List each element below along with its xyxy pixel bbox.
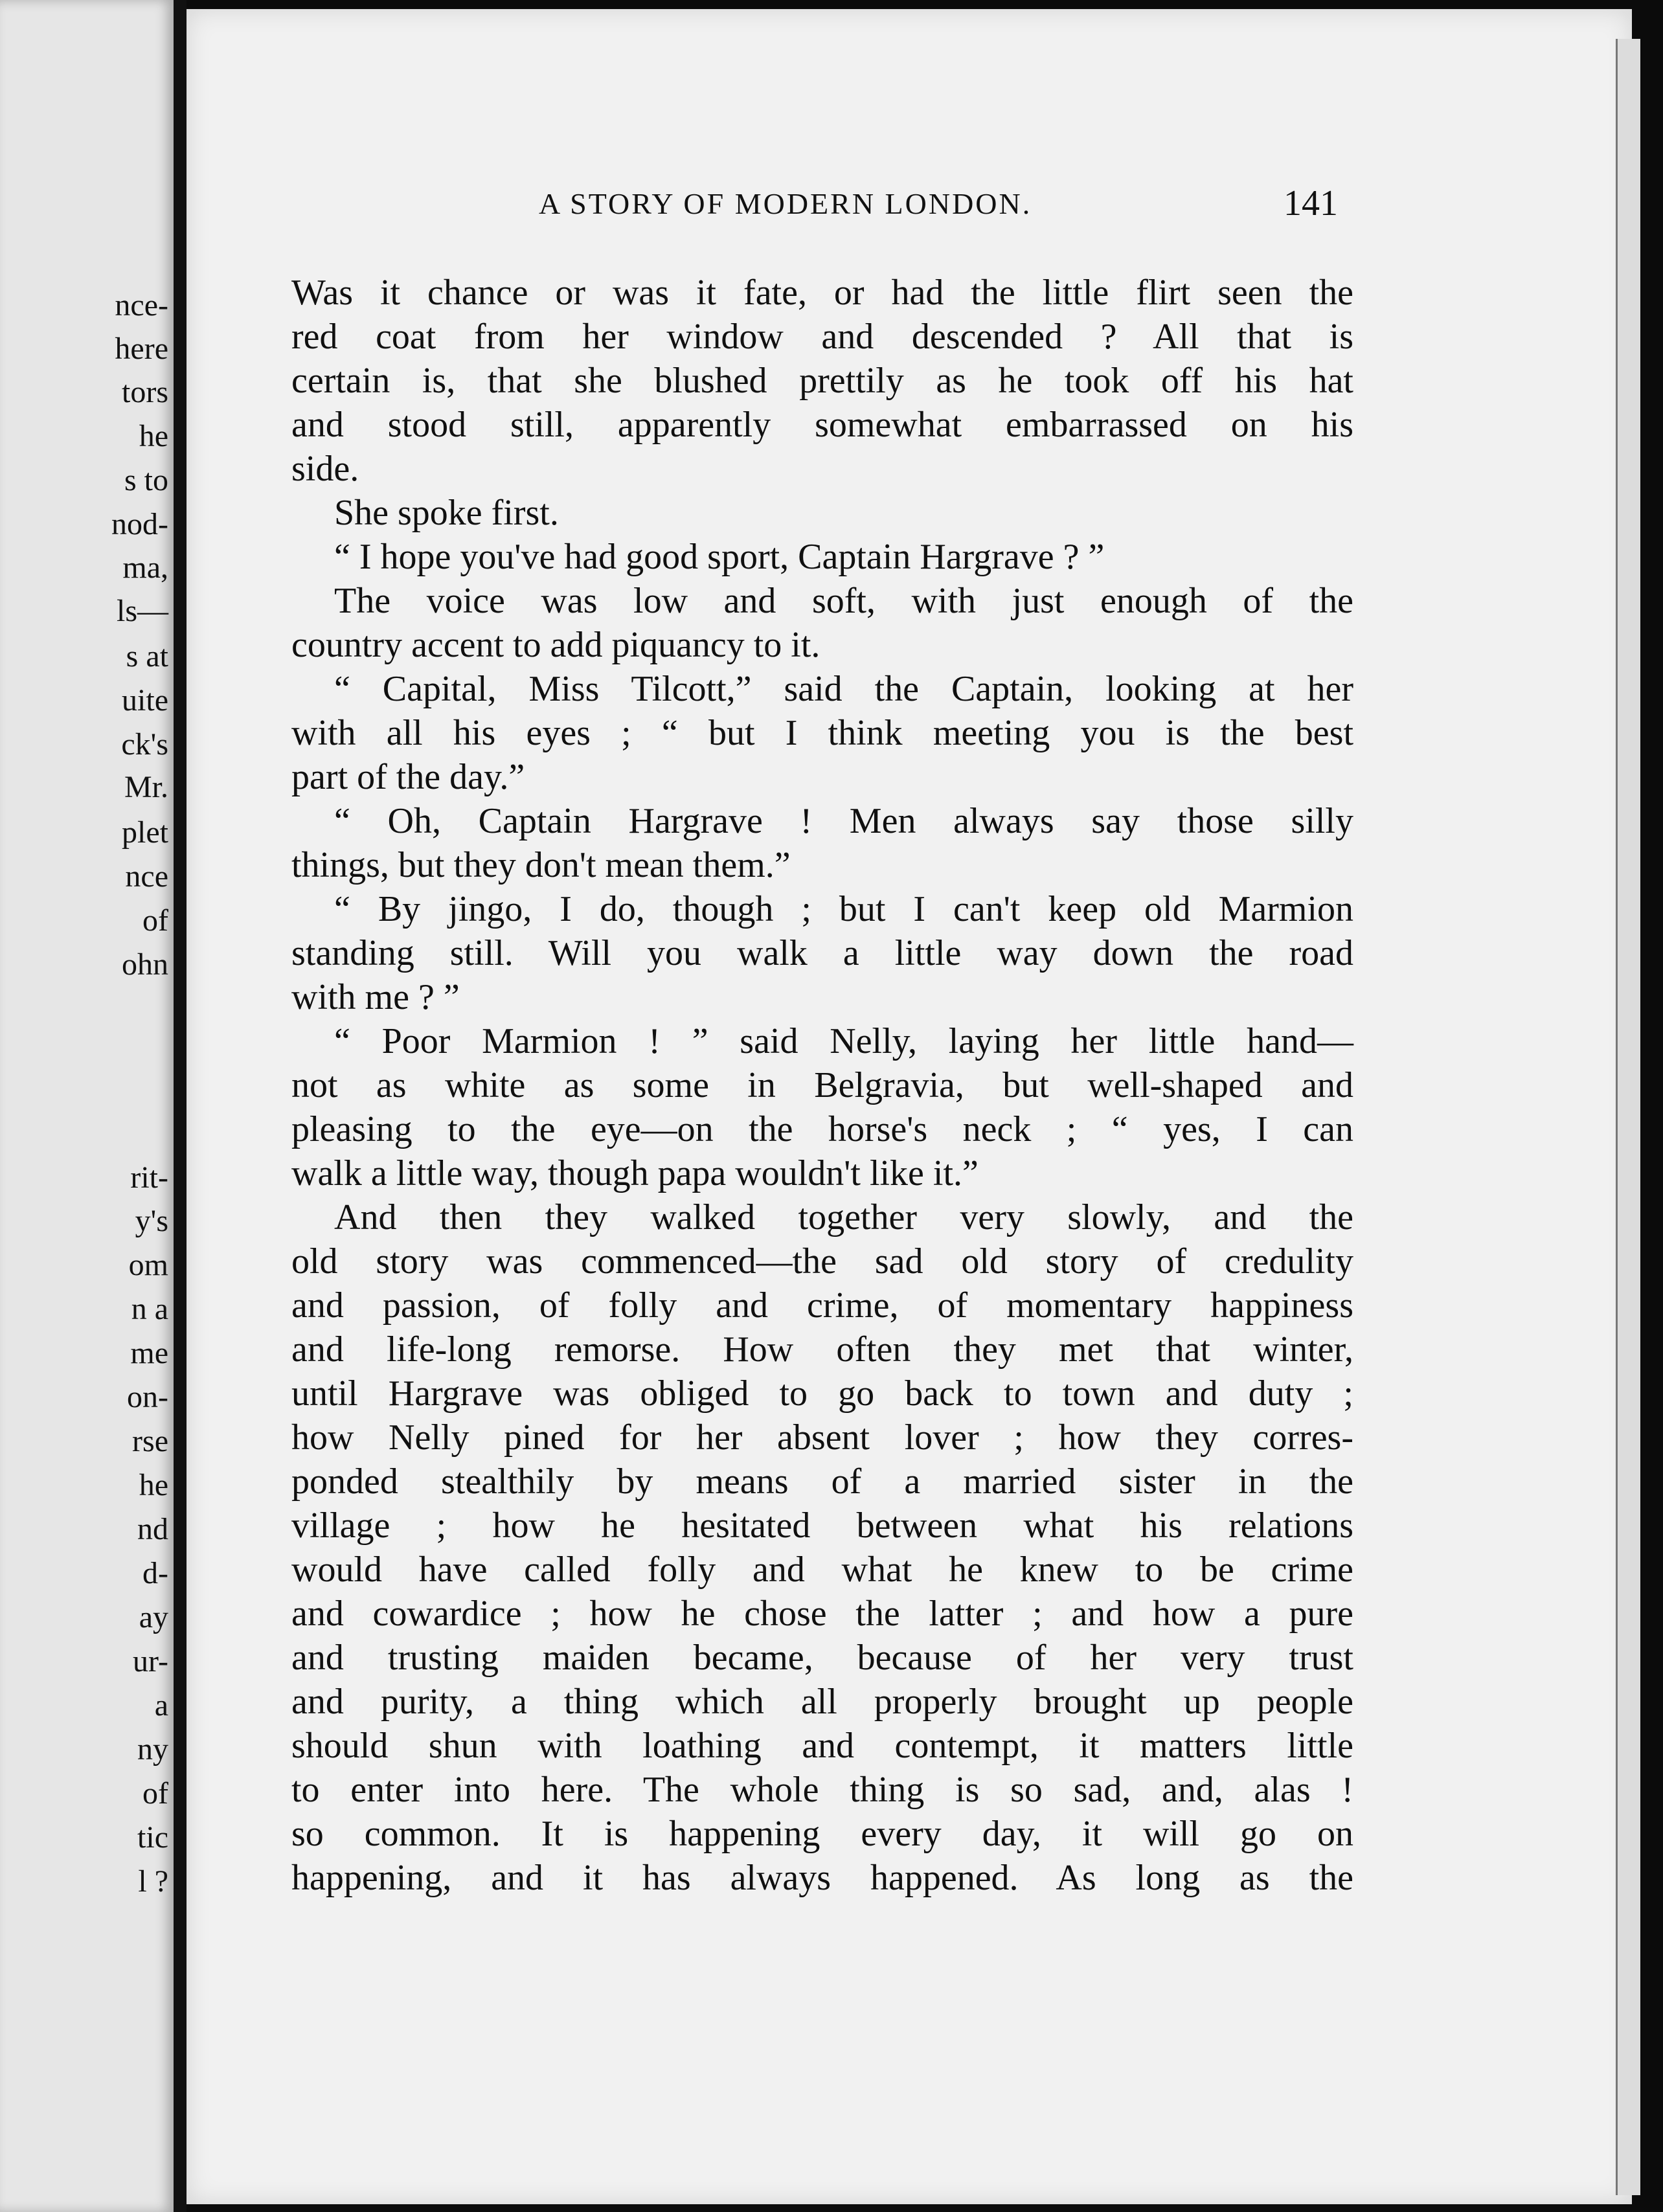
text-line: part of the day.” (291, 757, 525, 797)
left-page-fragment: d- (142, 1556, 168, 1590)
text-line: and life-long remorse. How often they met that winter, (291, 1329, 1353, 1370)
running-title: A STORY OF MODERN LONDON. (539, 187, 1032, 220)
left-page-fragment: nce (125, 859, 168, 894)
text-line: “ I hope you've had good sport, Captain Hargrave ? ” (334, 537, 1105, 577)
left-page-fragment: on- (127, 1380, 168, 1414)
left-page-fragment: he (139, 1468, 168, 1502)
left-page-fragment: nd (137, 1512, 168, 1546)
left-page-fragment: n a (131, 1292, 168, 1326)
left-page-fragment: of (142, 903, 168, 938)
text-line: should shun with loathing and contempt, it matters little (291, 1726, 1353, 1766)
left-page-fragment: rit- (130, 1160, 168, 1195)
left-page-fragment: a (154, 1688, 168, 1722)
left-page-fragment: ls— (116, 594, 168, 628)
text-line: would have called folly and what he knew to be crime (291, 1550, 1353, 1590)
body-text (291, 271, 1353, 1900)
text-line: red coat from her window and descended ? All that is (291, 317, 1353, 357)
text-line: until Hargrave was obliged to go back to town and duty ; (291, 1373, 1353, 1414)
text-line: She spoke first. (334, 493, 559, 533)
text-line: with all his eyes ; “ but I think meeting you is the best (291, 713, 1353, 753)
left-page-fragment: ny (137, 1732, 168, 1766)
left-page-fragment: Mr. (124, 770, 168, 804)
left-page-fragment: tic (137, 1820, 168, 1855)
left-page-fragment: me (130, 1336, 168, 1370)
text-line: Was it chance or was it fate, or had the little flirt seen the (291, 273, 1353, 313)
text-line: how Nelly pined for her absent lover ; how they corres- (291, 1417, 1353, 1458)
text-line: ponded stealthily by means of a married sister in the (291, 1462, 1353, 1502)
page-number: 141 (1284, 183, 1338, 223)
left-page-fragment: ohn (122, 947, 168, 982)
text-line: not as white as some in Belgravia, but well-shaped and (291, 1065, 1353, 1105)
text-line: “ By jingo, I do, though ; but I can't keep old Marmion (334, 889, 1353, 929)
text-line: “ Capital, Miss Tilcott,” said the Captain, looking at her (334, 669, 1353, 709)
page-gutter (174, 0, 187, 2212)
left-page-fragment: plet (122, 815, 168, 850)
text-line: “ Oh, Captain Hargrave ! Men always say those silly (334, 801, 1353, 841)
text-line: village ; how he hesitated between what his relations (291, 1506, 1353, 1546)
text-line: The voice was low and soft, with just enough of the (334, 581, 1353, 621)
text-line: side. (291, 449, 359, 489)
left-page-fragment: ma, (122, 550, 168, 585)
text-line: and passion, of folly and crime, of momentary happiness (291, 1285, 1353, 1326)
text-line: things, but they don't mean them.” (291, 845, 791, 885)
text-line: And then they walked together very slowly, and the (334, 1197, 1353, 1237)
text-line: “ Poor Marmion ! ” said Nelly, laying her little hand— (334, 1021, 1353, 1061)
left-page-fragment: tors (122, 375, 168, 409)
text-line: standing still. Will you walk a little way down the road (291, 933, 1353, 973)
page-edge (1616, 39, 1640, 2195)
left-page-fragment: here (115, 332, 168, 366)
text-line: so common. It is happening every day, it will go on (291, 1814, 1353, 1854)
left-page-fragment: s at (126, 639, 168, 673)
left-page-fragment: nce- (115, 288, 168, 322)
left-page-fragment: ck's (121, 727, 168, 762)
text-line: and stood still, apparently somewhat embarrassed on his (291, 405, 1353, 445)
left-page-fragment: l ? (138, 1864, 168, 1899)
text-line: to enter into here. The whole thing is so sad, and, alas ! (291, 1770, 1353, 1810)
text-line: happening, and it has always happened. As long as the (291, 1858, 1353, 1898)
left-page-fragment: y's (135, 1204, 168, 1238)
left-page-fragment: he (139, 419, 168, 453)
left-page-fragment: rse (132, 1424, 168, 1458)
text-line: with me ? ” (291, 977, 460, 1017)
left-page-fragment: ay (139, 1600, 168, 1634)
text-line: walk a little way, though papa wouldn't like it.” (291, 1153, 979, 1193)
text-line: old story was commenced—the sad old story of credulity (291, 1241, 1353, 1281)
left-page-fragment: ur- (132, 1644, 168, 1678)
left-page-fragment: om (128, 1248, 168, 1282)
left-page-fragment: uite (122, 683, 168, 717)
text-line: and cowardice ; how he chose the latter ; and how a pure (291, 1594, 1353, 1634)
text-line: certain is, that she blushed prettily as he took off his hat (291, 361, 1353, 401)
text-line: country accent to add piquancy to it. (291, 625, 820, 665)
left-page-fragment: s to (124, 463, 168, 497)
left-facing-page (0, 0, 174, 2212)
text-line: and purity, a thing which all properly brought up people (291, 1682, 1353, 1722)
text-line: and trusting maiden became, because of her very trust (291, 1638, 1353, 1678)
text-line: pleasing to the eye—on the horse's neck ; “ yes, I can (291, 1109, 1353, 1149)
left-page-fragment: nod- (111, 507, 168, 541)
left-page-fragment: of (142, 1776, 168, 1811)
